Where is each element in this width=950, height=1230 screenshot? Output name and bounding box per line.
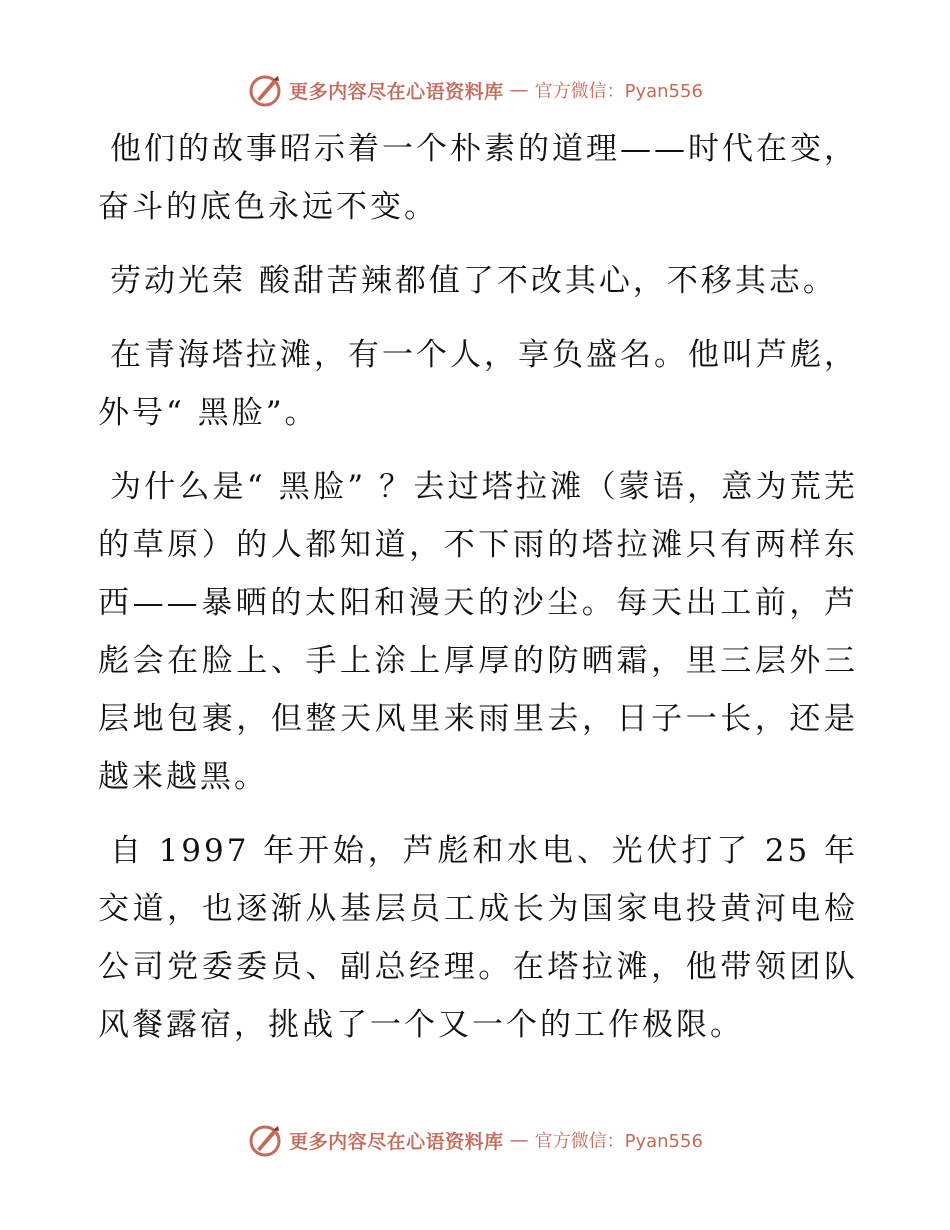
paragraph-5: 自 1997 年开始，芦彪和水电、光伏打了 25 年交道，也逐渐从基层员工成长为国家电投黄河电检公司党委委员、副总经理。在塔拉滩，他带领团队风餐露宿，挑战了一个又一个的工作极限。 [98, 833, 858, 1043]
watermark-wechat-label: 官方微信：Pyan556 [534, 81, 703, 102]
paragraph-3: 在青海塔拉滩，有一个人，享负盛名。他叫芦彪，外号“ 黑脸”。 [98, 337, 858, 431]
watermark-dash: — [509, 79, 529, 101]
header-watermark [0, 68, 950, 112]
paragraph-1: 他们的故事昭示着一个朴素的道理——时代在变，奋斗的底色永远不变。 [98, 131, 858, 225]
watermark-dash: — [509, 1129, 529, 1151]
watermark-text: 更多内容尽在心语资料库 [289, 80, 504, 103]
document-body [98, 120, 858, 1070]
quill-pen-logo-icon [247, 72, 283, 108]
paragraph-4: 为什么是“ 黑脸” ？去过塔拉滩（蒙语，意为荒芜的草原）的人都知道，不下雨的塔拉滩只有两样东西——暴晒的太阳和漫天的沙尘。每天出工前，芦彪会在脸上、手上涂上厚厚的防晒霜，里三层外三层地包裹，但整天风里来雨里去，日子一长，还是越来越黑。 [98, 469, 858, 795]
footer-watermark [0, 1118, 950, 1162]
watermark-text: 更多内容尽在心语资料库 [289, 1130, 504, 1153]
watermark-wechat-label: 官方微信：Pyan556 [534, 1131, 703, 1152]
paragraph-2: 劳动光荣 酸甜苦辣都值了不改其心，不移其志。 [110, 263, 837, 299]
quill-pen-logo-icon [247, 1122, 283, 1158]
